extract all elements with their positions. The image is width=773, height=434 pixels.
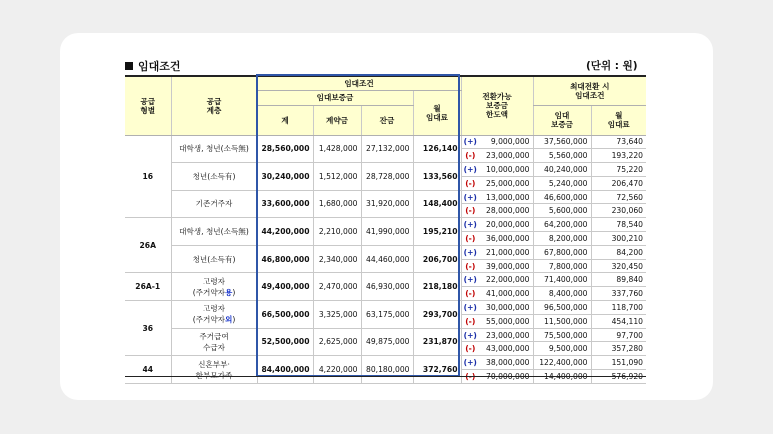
col-contract-payment: 계약금: [313, 105, 361, 135]
supply-class-cell: [171, 163, 257, 191]
plus-max-monthly-cell: 73,640: [591, 135, 646, 149]
plus-limit-cell: 23,000,000: [479, 328, 533, 342]
monthly-rent-cell: 126,140: [413, 135, 461, 163]
supply-class-text: 청년(소득有): [192, 254, 236, 264]
minus-max-monthly-cell: 230,060: [591, 204, 646, 218]
minus-sign: (-): [461, 232, 479, 246]
deposit-total-cell: 33,600,000: [257, 190, 313, 218]
contract-payment-cell: 1,680,000: [313, 190, 361, 218]
col-supply-class: 공급 계층: [171, 76, 257, 135]
deposit-total-cell: 49,400,000: [257, 273, 313, 301]
contract-payment-cell: 2,470,000: [313, 273, 361, 301]
table-row: [125, 328, 646, 342]
plus-max-monthly-cell: 75,220: [591, 163, 646, 177]
col-max-deposit: 임대 보증금: [533, 105, 591, 135]
table-bottom-rule: [125, 376, 646, 377]
deposit-total-cell: 30,240,000: [257, 163, 313, 191]
plus-max-monthly-cell: 84,200: [591, 245, 646, 259]
plus-max-deposit-cell: 67,800,000: [533, 245, 591, 259]
section-title-text: 임대조건: [138, 60, 181, 73]
minus-max-deposit-cell: 5,240,000: [533, 176, 591, 190]
contract-payment-cell: 4,220,000: [313, 356, 361, 384]
monthly-rent-cell: 372,760: [413, 356, 461, 384]
minus-limit-cell: 43,000,000: [479, 342, 533, 356]
minus-sign: (-): [461, 314, 479, 328]
contract-payment-cell: 2,340,000: [313, 245, 361, 273]
minus-sign: (-): [461, 259, 479, 273]
minus-max-deposit-cell: 8,200,000: [533, 232, 591, 246]
contract-payment-cell: 1,512,000: [313, 163, 361, 191]
deposit-total-cell: 52,500,000: [257, 328, 313, 356]
plus-max-deposit-cell: 96,500,000: [533, 301, 591, 315]
plus-sign: (+): [461, 190, 479, 204]
plus-max-deposit-cell: 40,240,000: [533, 163, 591, 177]
table-row: [125, 163, 646, 177]
balance-cell: 46,930,000: [361, 273, 413, 301]
balance-cell: 28,728,000: [361, 163, 413, 191]
unit-label: (단위 : 원): [586, 60, 638, 72]
supply-class-line1: 고령자: [202, 304, 225, 314]
supply-type-cell: 36: [125, 301, 171, 356]
plus-sign: (+): [461, 356, 479, 370]
close-paren: ): [232, 287, 236, 297]
supply-class-text: 대학생, 청년(소득無): [179, 144, 249, 154]
deposit-total-cell: 46,800,000: [257, 245, 313, 273]
plus-max-deposit-cell: 64,200,000: [533, 218, 591, 232]
minus-max-deposit-cell: 9,500,000: [533, 342, 591, 356]
plus-sign: (+): [461, 245, 479, 259]
contract-payment-cell: 2,625,000: [313, 328, 361, 356]
plus-limit-cell: 9,000,000: [479, 135, 533, 149]
col-supply-type: 공급 형별: [125, 76, 171, 135]
balance-cell: 80,180,000: [361, 356, 413, 384]
balance-cell: 27,132,000: [361, 135, 413, 163]
balance-cell: 44,460,000: [361, 245, 413, 273]
monthly-rent-cell: 218,180: [413, 273, 461, 301]
minus-limit-cell: 28,000,000: [479, 204, 533, 218]
minus-max-monthly-cell: 357,280: [591, 342, 646, 356]
plus-sign: (+): [461, 328, 479, 342]
table-row: [125, 245, 646, 259]
col-deposit-total: 계: [257, 105, 313, 135]
section-title: [125, 58, 181, 74]
supply-class-text: 기존거주자: [195, 199, 233, 209]
plus-limit-cell: 38,000,000: [479, 356, 533, 370]
supply-class-highlight: 용: [225, 287, 233, 297]
supply-class-cell: [171, 245, 257, 273]
plus-max-deposit-cell: 46,600,000: [533, 190, 591, 204]
square-bullet-icon: [125, 62, 133, 70]
minus-max-monthly-cell: 454,110: [591, 314, 646, 328]
minus-max-deposit-cell: 5,560,000: [533, 149, 591, 163]
plus-sign: (+): [461, 218, 479, 232]
col-monthly-rent: 월 임대료: [413, 90, 461, 135]
contract-payment-cell: 3,325,000: [313, 301, 361, 329]
monthly-rent-cell: 195,210: [413, 218, 461, 246]
minus-limit-cell: 41,000,000: [479, 287, 533, 301]
supply-class-line2: (주거약자: [192, 287, 225, 297]
supply-class-line2: (주거약자: [192, 315, 225, 325]
supply-class-text: 청년(소득有): [192, 171, 236, 181]
plus-max-monthly-cell: 78,540: [591, 218, 646, 232]
col-lease-conditions: 임대조건: [257, 76, 461, 90]
plus-max-monthly-cell: 89,840: [591, 273, 646, 287]
contract-payment-cell: 2,210,000: [313, 218, 361, 246]
supply-class-cell: [171, 218, 257, 246]
plus-limit-cell: 22,000,000: [479, 273, 533, 287]
deposit-total-cell: 44,200,000: [257, 218, 313, 246]
plus-sign: (+): [461, 135, 479, 149]
supply-class-line1: 주거급여: [199, 331, 229, 341]
table-row: [125, 218, 646, 232]
minus-max-deposit-cell: 11,500,000: [533, 314, 591, 328]
plus-max-deposit-cell: 37,560,000: [533, 135, 591, 149]
minus-limit-cell: 55,000,000: [479, 314, 533, 328]
plus-max-monthly-cell: 151,090: [591, 356, 646, 370]
monthly-rent-cell: 231,870: [413, 328, 461, 356]
col-balance: 잔금: [361, 105, 413, 135]
balance-cell: 63,175,000: [361, 301, 413, 329]
plus-max-monthly-cell: 97,700: [591, 328, 646, 342]
minus-max-monthly-cell: 193,220: [591, 149, 646, 163]
balance-cell: 49,875,000: [361, 328, 413, 356]
table-row: [125, 273, 646, 287]
col-max-monthly: 월 임대료: [591, 105, 646, 135]
minus-max-monthly-cell: 206,470: [591, 176, 646, 190]
supply-class-highlight: 외: [225, 315, 233, 325]
minus-sign: (-): [461, 204, 479, 218]
close-paren: ): [232, 315, 236, 325]
plus-max-monthly-cell: 118,700: [591, 301, 646, 315]
table-row: [125, 190, 646, 204]
monthly-rent-cell: 293,700: [413, 301, 461, 329]
col-convertible-limit: 전환가능 보증금 한도액: [461, 76, 533, 135]
supply-type-cell: 26A-1: [125, 273, 171, 301]
deposit-total-cell: 28,560,000: [257, 135, 313, 163]
supply-class-cell: [171, 190, 257, 218]
plus-limit-cell: 13,000,000: [479, 190, 533, 204]
supply-class-cell: [171, 273, 257, 301]
plus-max-deposit-cell: 75,500,000: [533, 328, 591, 342]
supply-class-cell: [171, 301, 257, 329]
minus-sign: (-): [461, 342, 479, 356]
supply-class-line1: 신혼부부·: [198, 359, 230, 369]
monthly-rent-cell: 133,560: [413, 163, 461, 191]
minus-limit-cell: 23,000,000: [479, 149, 533, 163]
lease-conditions-table: [125, 75, 646, 384]
plus-max-monthly-cell: 72,560: [591, 190, 646, 204]
supply-class-cell: [171, 135, 257, 163]
minus-sign: (-): [461, 287, 479, 301]
contract-payment-cell: 1,428,000: [313, 135, 361, 163]
plus-sign: (+): [461, 273, 479, 287]
supply-type-cell: 26A: [125, 218, 171, 273]
minus-max-deposit-cell: 8,400,000: [533, 287, 591, 301]
col-deposit: 임대보증금: [257, 90, 413, 105]
minus-max-monthly-cell: 337,760: [591, 287, 646, 301]
plus-sign: (+): [461, 301, 479, 315]
table-row: [125, 356, 646, 370]
minus-limit-cell: 25,000,000: [479, 176, 533, 190]
minus-sign: (-): [461, 149, 479, 163]
supply-class-line2: 수급자: [202, 342, 225, 352]
table-row: [125, 135, 646, 149]
minus-max-monthly-cell: 320,450: [591, 259, 646, 273]
plus-max-deposit-cell: 122,400,000: [533, 356, 591, 370]
supply-class-cell: [171, 356, 257, 384]
monthly-rent-cell: 148,400: [413, 190, 461, 218]
supply-class-line1: 고령자: [202, 276, 225, 286]
plus-limit-cell: 10,000,000: [479, 163, 533, 177]
balance-cell: 41,990,000: [361, 218, 413, 246]
supply-type-cell: 44: [125, 356, 171, 384]
table-row: [125, 301, 646, 315]
plus-limit-cell: 21,000,000: [479, 245, 533, 259]
minus-max-deposit-cell: 7,800,000: [533, 259, 591, 273]
supply-class-text: 대학생, 청년(소득無): [179, 227, 249, 237]
plus-limit-cell: 30,000,000: [479, 301, 533, 315]
monthly-rent-cell: 206,700: [413, 245, 461, 273]
deposit-total-cell: 66,500,000: [257, 301, 313, 329]
plus-sign: (+): [461, 163, 479, 177]
minus-limit-cell: 39,000,000: [479, 259, 533, 273]
deposit-total-cell: 84,400,000: [257, 356, 313, 384]
minus-sign: (-): [461, 176, 479, 190]
minus-max-deposit-cell: 5,600,000: [533, 204, 591, 218]
minus-limit-cell: 36,000,000: [479, 232, 533, 246]
plus-max-deposit-cell: 71,400,000: [533, 273, 591, 287]
supply-type-cell: 16: [125, 135, 171, 218]
col-max-conversion: 최대전환 시 임대조건: [533, 76, 646, 105]
supply-class-cell: [171, 328, 257, 356]
minus-max-monthly-cell: 300,210: [591, 232, 646, 246]
plus-limit-cell: 20,000,000: [479, 218, 533, 232]
balance-cell: 31,920,000: [361, 190, 413, 218]
